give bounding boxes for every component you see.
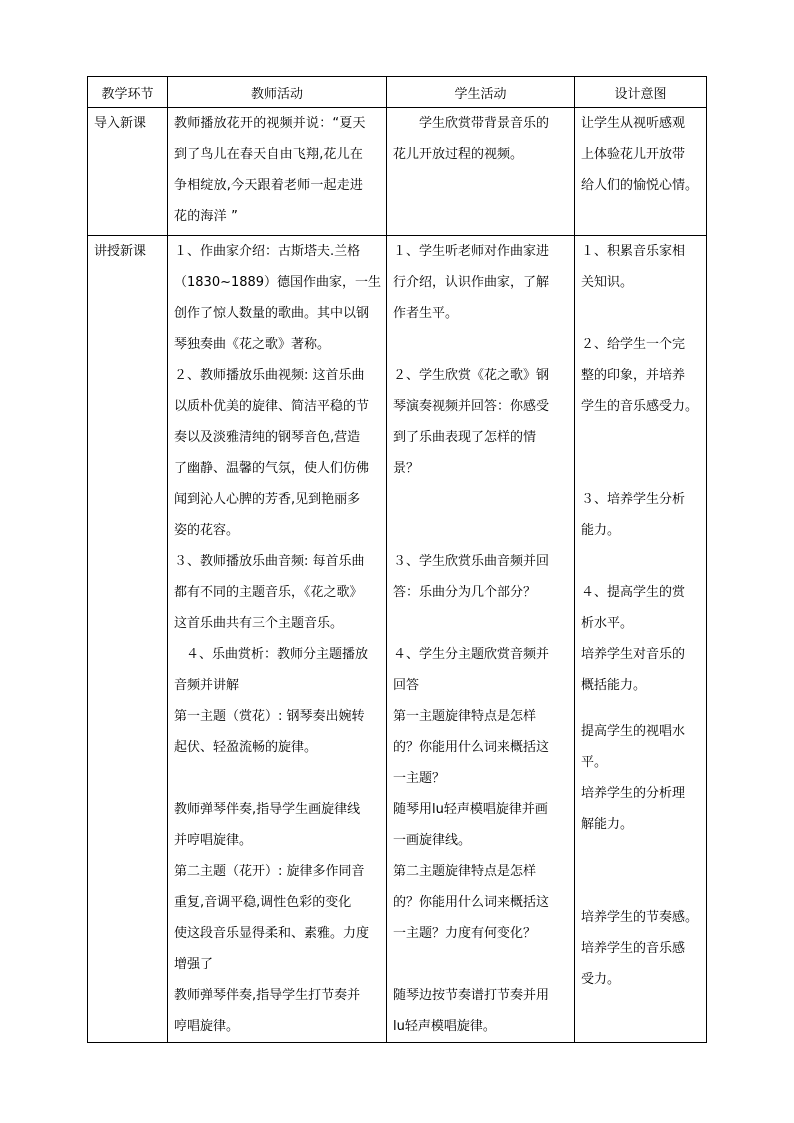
text-line: 这首乐曲共有三个主题音乐。 (174, 616, 344, 631)
text-line: 培养学生的音乐感 (581, 941, 686, 956)
stage-cell-intro (88, 108, 168, 236)
text-line: 重复,音调平稳,调性色彩的变化 (174, 895, 352, 910)
text-line: 琴独奏曲《花之歌》著称。 (174, 337, 331, 352)
text-line: 第二主题（花开）: 旋律多作同音 (174, 864, 365, 879)
text-line: 答：乐曲分为几个部分？ (393, 585, 537, 600)
intent-cell-teaching (575, 236, 707, 1043)
text-line: 概括能力。 (581, 678, 647, 693)
lesson-plan-table (87, 76, 707, 1043)
text-line: 一主题？力度有何变化？ (393, 926, 537, 941)
text-line: 景？ (393, 461, 420, 476)
text-line: 培养学生对音乐的 (581, 647, 686, 662)
stage-label: 讲授新课 (94, 244, 147, 259)
text-line: 第一主题旋律特点是怎样 (393, 709, 537, 724)
text-line: 随琴用lu轻声模唱旋律并画 (393, 802, 548, 817)
text-line: ２、给学生一个完 (581, 337, 686, 352)
text-line: ３、培养学生分析 (581, 492, 686, 507)
text-line: lu轻声模唱旋律。 (393, 1019, 496, 1034)
text-line: 平。 (581, 755, 608, 770)
text-line: 培养学生的分析理 (581, 786, 686, 801)
text-line: 起伏、轻盈流畅的旋律。 (174, 740, 318, 755)
text-line: 奏以及淡雅清纯的钢琴音色,营造 (174, 430, 361, 445)
text-line: 琴演奏视频并回答：你感受 (393, 399, 550, 414)
text-line: 的？你能用什么词来概括这 (393, 740, 550, 755)
text-line: 教师弹琴伴奏,指导学生画旋律线 (174, 802, 361, 817)
text-line: 析水平。 (581, 616, 634, 631)
text-line: 回答 (393, 678, 420, 693)
text-line: 随琴边按节奏谱打节奏并用 (393, 988, 550, 1003)
text-line: 了幽静、温馨的气氛，使人们仿佛 (174, 461, 370, 476)
text-line: 到了鸟儿在春天自由飞翔,花儿在 (174, 147, 364, 162)
text-line: 教师弹琴伴奏,指导学生打节奏并 (174, 988, 361, 1003)
text-line: 作者生平。 (393, 306, 459, 321)
text-line: 受力。 (581, 972, 621, 987)
text-line: 第一主题（赏花）: 钢琴奏出婉转 (174, 709, 365, 724)
text-line: 让学生从视听感观 (581, 116, 686, 131)
text-line: 争相绽放,今天跟着老师一起走进 (174, 178, 364, 193)
text-line: 上体验花儿开放带 (581, 147, 686, 162)
text-line: １、学生听老师对作曲家进 (393, 244, 550, 259)
text-line: １、作曲家介绍：古斯塔夫.兰格 (174, 244, 361, 259)
header-student-activity: 学生活动 (387, 77, 575, 108)
text-line: 学生的音乐感受力。 (581, 399, 699, 414)
text-line: 提高学生的视唱水 (581, 724, 686, 739)
text-line: 一画旋律线。 (393, 833, 472, 848)
text-line: ３、教师播放乐曲音频: 每首乐曲 (174, 554, 365, 569)
text-line: 的？你能用什么词来概括这 (393, 895, 550, 910)
table-header-row (88, 77, 707, 108)
text-line: １、积累音乐家相 (581, 244, 686, 259)
text-line: ４、提高学生的赏 (581, 585, 686, 600)
stage-label: 导入新课 (94, 116, 147, 131)
text-line: 创作了惊人数量的歌曲。其中以钢 (174, 306, 370, 321)
text-line: 一主题？ (393, 771, 446, 786)
text-line: 培养学生的节奏感。 (581, 910, 699, 925)
text-line: 到了乐曲表现了怎样的情 (393, 430, 537, 445)
text-line: 教师播放花开的视频并说：“夏天 (174, 116, 366, 131)
text-line: 并哼唱旋律。 (174, 833, 253, 848)
text-line: 花儿开放过程的视频。 (393, 147, 524, 162)
text-line: 闻到沁人心脾的芳香,见到艳丽多 (174, 492, 361, 507)
student-cell-teaching (387, 236, 575, 1043)
header-teacher-activity: 教师活动 (168, 77, 387, 108)
text-line: ４、学生分主题欣赏音频并 (393, 647, 550, 662)
text-line: 解能力。 (581, 817, 634, 832)
text-line: ３、学生欣赏乐曲音频并回 (393, 554, 550, 569)
header-stage: 教学环节 (88, 77, 168, 108)
text-line: 都有不同的主题音乐，《花之歌》 (174, 585, 363, 600)
header-design-intent: 设计意图 (575, 77, 707, 108)
text-line: 第二主题旋律特点是怎样 (393, 864, 537, 879)
text-line: 关知识。 (581, 275, 634, 290)
student-cell-intro (387, 108, 575, 236)
table-row-teaching (88, 236, 707, 1043)
teacher-cell-intro (168, 108, 387, 236)
teacher-cell-teaching (168, 236, 387, 1043)
text-line: ４、乐曲赏析：教师分主题播放 (186, 647, 369, 662)
text-line: 整的印象，并培养 (581, 368, 686, 383)
text-line: 使这段音乐显得柔和、素雅。力度 (174, 926, 370, 941)
text-line: 学生欣赏带背景音乐的 (419, 116, 550, 131)
text-line: （1830~1889）德国作曲家，一生 (174, 275, 382, 290)
text-line: 哼唱旋律。 (174, 1019, 240, 1034)
text-line: ２、教师播放乐曲视频: 这首乐曲 (174, 368, 365, 383)
text-line: 花的海洋 ” (174, 209, 239, 224)
table-row-intro (88, 108, 707, 236)
text-line: 行介绍，认识作曲家，了解 (393, 275, 550, 290)
text-line: 姿的花容。 (174, 523, 240, 538)
text-line: ２、学生欣赏《花之歌》钢 (393, 368, 550, 383)
intent-cell-intro (575, 108, 707, 236)
text-line: 音频并讲解 (174, 678, 240, 693)
text-line: 给人们的愉悦心情。 (581, 178, 699, 193)
stage-cell-teaching (88, 236, 168, 1043)
text-line: 能力。 (581, 523, 621, 538)
text-line: 增强了 (174, 957, 214, 972)
text-line: 以质朴优美的旋律、简洁平稳的节 (174, 399, 370, 414)
